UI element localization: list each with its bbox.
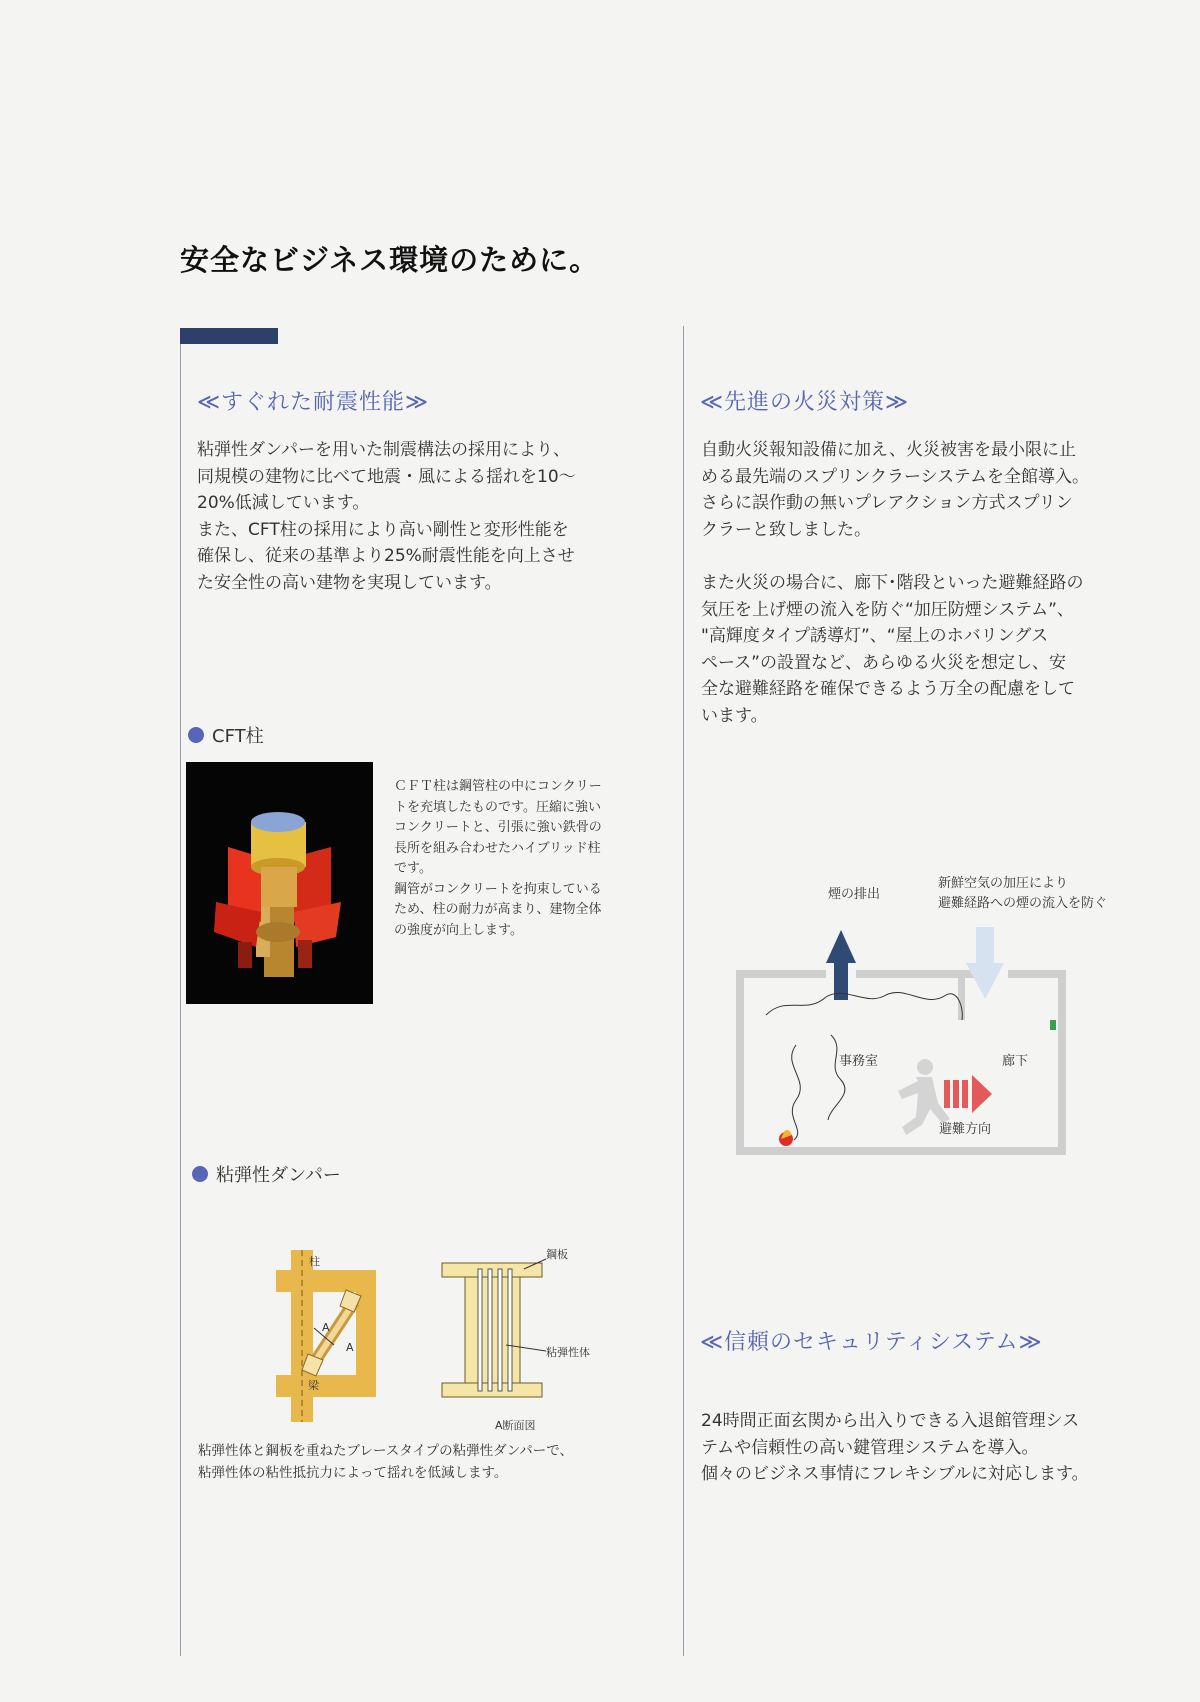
section-mark-a1: A [322, 1321, 330, 1334]
smoke-exhaust-label: 煙の排出 [828, 887, 881, 902]
seismic-heading: ≪すぐれた耐震性能≫ [197, 390, 430, 415]
cft-label-row [188, 722, 264, 748]
damper-section-diagram [440, 1255, 550, 1403]
damper-caption: 粘弾性体と鋼板を重ねたブレースタイプの粘弾性ダンパーで、 粘弾性体の粘性抵抗力によって揺れを低減します。 [198, 1443, 574, 1481]
right-column-rule [683, 326, 684, 1656]
beam-label: 梁 [308, 1379, 319, 1392]
cft-column-illustration [186, 762, 373, 1004]
steel-plate-label: 鋼板 [546, 1248, 568, 1261]
damper-label-row [192, 1161, 341, 1187]
left-column-rule [180, 344, 181, 1656]
corridor-label: 廊下 [1002, 1054, 1029, 1069]
evac-direction-label: 避難方向 [939, 1122, 992, 1137]
security-body: 24時間正面玄関から出入りできる入退館管理シス テムや信頼性の高い鍵管理システムを導入。 個々のビジネス事情にフレキシブルに対応します。 [701, 1411, 1089, 1484]
fire-body-1: 自動火災報知設備に加え、火災被害を最小限に止 める最先端のスプリンクラーシステムを全館導入。 さらに誤作動の無いプレアクション方式スプリン クラーと致しました。 [701, 440, 1089, 540]
fire-evacuation-diagram [736, 925, 1066, 1160]
fresh-air-label: 新鮮空気の加圧により 避難経路への煙の流入を防ぐ [938, 876, 1108, 911]
damper-label: 粘弾性ダンパー [216, 1165, 341, 1186]
cft-column-image [186, 762, 373, 1004]
bullet-dot-icon [192, 1166, 208, 1182]
bullet-dot-icon [188, 727, 204, 743]
fire-body-2: また火災の場合に、廊下･階段といった避難経路の 気圧を上げ煙の流入を防ぐ“加圧防煙システム”、 "高輝度タイプ誘導灯”、“屋上のホバリングス ペース”の設置など、あらゆる火災を想定し、安 全な避難経路を確保できるよう万全の配慮をして います。 [701, 573, 1084, 726]
viscoelastic-label: 粘弾性体 [546, 1346, 590, 1359]
office-label: 事務室 [839, 1054, 879, 1069]
column-label: 柱 [309, 1255, 320, 1268]
security-heading: ≪信頼のセキュリティシステム≫ [700, 1330, 1043, 1355]
cft-description: ＣＦＴ柱は鋼管柱の中にコンクリー トを充填したものです。圧縮に強い コンクリートと、引張に強い鉄骨の 長所を組み合わせたハイブリッド柱 です。 鋼管がコンクリートを拘束している ため、柱の耐力が高まり、建物全体 の強度が向上します。 [394, 779, 602, 938]
section-caption: A断面図 [495, 1419, 536, 1432]
fire-heading: ≪先進の火災対策≫ [700, 390, 910, 415]
cft-label: CFT柱 [212, 726, 264, 747]
seismic-body: 粘弾性ダンパーを用いた制震構法の採用により、 同規模の建物に比べて地震・風による揺れを10〜 20%低減しています。 また、CFT柱の採用により高い剛性と変形性能を 確保し、従来の基準より25%耐震性能を向上させ た安全性の高い建物を実現しています。 [197, 440, 576, 593]
damper-frame-diagram [276, 1250, 380, 1422]
section-mark-a2: A [346, 1341, 354, 1354]
accent-bar [180, 328, 278, 344]
page-title: 安全なビジネス環境のために。 [180, 243, 600, 277]
